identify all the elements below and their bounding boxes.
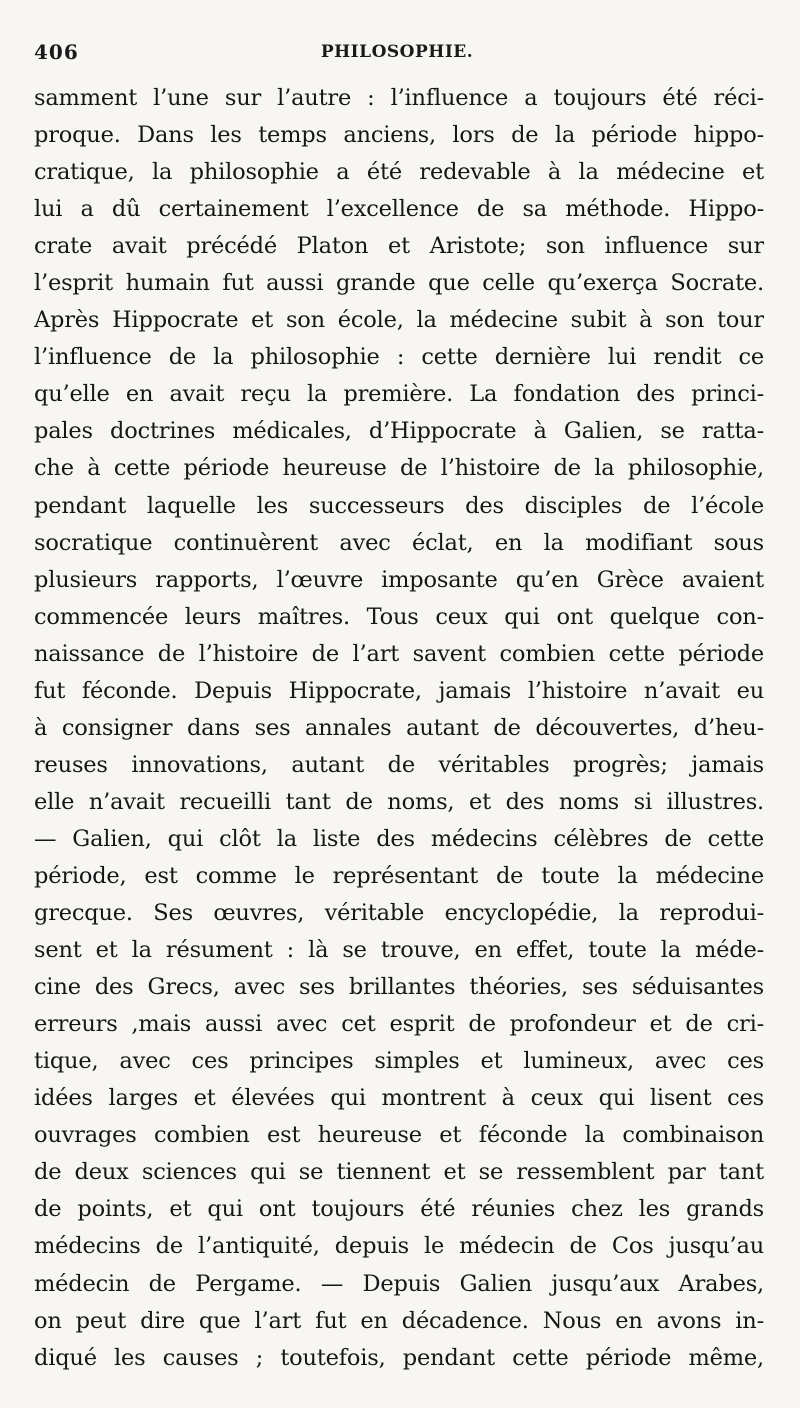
text-line: sent et la résument : là se trouve, en effet, toute la méde- bbox=[34, 937, 764, 964]
text-line: naissance de l’histoire de l’art savent combien cette période bbox=[34, 640, 764, 667]
text-line: tique, avec ces principes simples et lumineux, avec ces bbox=[34, 1048, 764, 1075]
text-line: samment l’une sur l’autre : l’influence a toujours été réci- bbox=[34, 85, 764, 111]
text-line: qu’elle en avait reçu la première. La fondation des princi- bbox=[34, 381, 764, 408]
text-line: plusieurs rapports, l’œuvre imposante qu’en Grèce avaient bbox=[34, 566, 764, 593]
text-line: l’influence de la philosophie : cette dernière lui rendit ce bbox=[34, 344, 764, 371]
text-line: cine des Grecs, avec ses brillantes théories, ses séduisantes bbox=[34, 974, 764, 1001]
running-title: PHILOSOPHIE. bbox=[320, 42, 474, 62]
text-line: pales doctrines médicales, d’Hippocrate à Galien, se ratta- bbox=[34, 418, 764, 445]
text-line: reuses innovations, autant de véritables progrès; jamais bbox=[34, 751, 764, 778]
text-line: pendant laquelle les successeurs des disciples de l’école bbox=[34, 492, 764, 519]
body-text bbox=[34, 80, 764, 1377]
text-line: l’esprit humain fut aussi grande que celle qu’exerça Socrate. bbox=[34, 270, 764, 297]
text-line: à consigner dans ses annales autant de découvertes, d’heu- bbox=[34, 714, 764, 741]
text-line: idées larges et élevées qui montrent à ceux qui lisent ces bbox=[34, 1085, 764, 1112]
text-line: de points, et qui ont toujours été réunies chez les grands bbox=[34, 1196, 764, 1223]
text-line: lui a dû certainement l’excellence de sa méthode. Hippo- bbox=[34, 196, 764, 223]
text-line: crate avait précédé Platon et Aristote; son influence sur bbox=[34, 233, 764, 260]
text-line: grecque. Ses œuvres, véritable encyclopédie, la reprodui- bbox=[34, 900, 764, 927]
page-number: 406 bbox=[34, 40, 79, 64]
text-line: ouvrages combien est heureuse et féconde la combinaison bbox=[34, 1122, 764, 1149]
text-line: de deux sciences qui se tiennent et se ressemblent par tant bbox=[34, 1159, 764, 1186]
text-line: on peut dire que l’art fut en décadence. Nous en avons in- bbox=[34, 1307, 764, 1334]
text-line: médecin de Pergame. — Depuis Galien jusqu’aux Arabes, bbox=[34, 1270, 764, 1297]
text-line: fut féconde. Depuis Hippocrate, jamais l’histoire n’avait eu bbox=[34, 677, 764, 704]
text-line: commencée leurs maîtres. Tous ceux qui ont quelque con- bbox=[34, 603, 764, 630]
text-line: diqué les causes ; toutefois, pendant cette période même, bbox=[34, 1344, 764, 1371]
running-head bbox=[34, 40, 760, 70]
text-line: — Galien, qui clôt la liste des médecins célèbres de cette bbox=[34, 825, 764, 852]
text-line: socratique continuèrent avec éclat, en la modifiant sous bbox=[34, 529, 764, 556]
text-line: proque. Dans les temps anciens, lors de la période hippo- bbox=[34, 122, 764, 149]
text-line: elle n’avait recueilli tant de noms, et des noms si illustres. bbox=[34, 788, 764, 815]
text-line: che à cette période heureuse de l’histoire de la philosophie, bbox=[34, 455, 764, 482]
text-line: médecins de l’antiquité, depuis le médecin de Cos jusqu’au bbox=[34, 1233, 764, 1260]
text-line: Après Hippocrate et son école, la médecine subit à son tour bbox=[34, 307, 764, 334]
text-line: cratique, la philosophie a été redevable à la médecine et bbox=[34, 159, 764, 186]
text-line: période, est comme le représentant de toute la médecine bbox=[34, 862, 764, 889]
text-line: erreurs ,mais aussi avec cet esprit de profondeur et de cri- bbox=[34, 1011, 764, 1038]
